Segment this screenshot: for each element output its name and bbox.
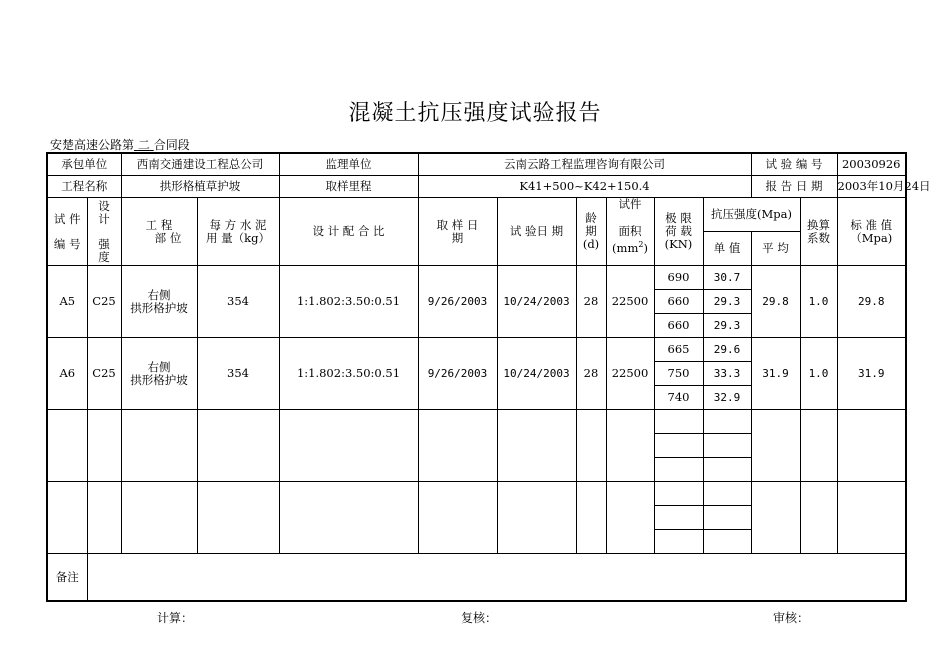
supervisor-value: 云南云路工程监理咨询有限公司 (418, 153, 751, 176)
average-strength: 31.9 (751, 338, 800, 410)
load-value: 660 (654, 290, 703, 314)
specimen-cement: 354 (197, 266, 279, 338)
specimen-sample-date: 9/26/2003 (418, 338, 497, 410)
report-table (46, 152, 931, 602)
footer-review: 复核： (461, 611, 498, 625)
specimen-cement: 354 (197, 338, 279, 410)
specimen-age: 28 (576, 338, 606, 410)
header-project-part: 工 程 部 位 (121, 198, 197, 266)
header-cement-amount: 每 方 水 泥 用 量（kg） (197, 198, 279, 266)
header-average: 平 均 (751, 232, 800, 266)
contractor-label: 承包单位 (47, 153, 121, 176)
conversion-factor: 1.0 (800, 266, 837, 338)
load-value: 740 (654, 386, 703, 410)
empty-row (47, 482, 906, 506)
remarks-label: 备注 (47, 554, 87, 602)
header-ultimate-load: 极 限 荷 载 (KN) (654, 198, 703, 266)
specimen-id: A6 (47, 338, 87, 410)
table-row (47, 338, 906, 362)
report-date-label: 报 告 日 期 (751, 176, 837, 198)
footer-audit: 审核： (773, 611, 810, 625)
test-number-value: 20030926 (837, 153, 906, 176)
specimen-grade: C25 (87, 266, 121, 338)
header-conversion-factor: 换算 系数 (800, 198, 837, 266)
supervisor-label: 监理单位 (279, 153, 418, 176)
section-number: 二 (137, 138, 150, 152)
header-compressive-strength: 抗压强度(Mpa) (703, 198, 800, 232)
specimen-ratio: 1:1.802:3.50:0.51 (279, 338, 418, 410)
header-age: 龄 期 (d) (576, 198, 606, 266)
load-value: 665 (654, 338, 703, 362)
header-mix-ratio: 设 计 配 合 比 (279, 198, 418, 266)
standard-value: 31.9 (837, 338, 906, 410)
single-strength: 30.7 (703, 266, 751, 290)
single-strength: 29.6 (703, 338, 751, 362)
specimen-part: 右侧 拱形格护坡 (121, 266, 197, 338)
specimen-id: A5 (47, 266, 87, 338)
specimen-age: 28 (576, 266, 606, 338)
specimen-test-date: 10/24/2003 (497, 266, 576, 338)
header-sample-date: 取 样 日 期 (418, 198, 497, 266)
specimen-sample-date: 9/26/2003 (418, 266, 497, 338)
specimen-area: 22500 (606, 266, 654, 338)
table-row (47, 266, 906, 290)
section-prefix: 安楚高速公路第 (50, 138, 135, 152)
remarks-value (87, 554, 906, 602)
header-test-date: 试 验日 期 (497, 198, 576, 266)
specimen-area: 22500 (606, 338, 654, 410)
project-value: 拱形格植草护坡 (121, 176, 279, 198)
header-specimen-no: 试 件 编 号 (47, 198, 87, 266)
specimen-ratio: 1:1.802:3.50:0.51 (279, 266, 418, 338)
header-single-value: 单 值 (703, 232, 751, 266)
specimen-test-date: 10/24/2003 (497, 338, 576, 410)
standard-value: 29.8 (837, 266, 906, 338)
header-standard-value: 标 准 值 （Mpa) (837, 198, 906, 266)
average-strength: 29.8 (751, 266, 800, 338)
single-strength: 29.3 (703, 290, 751, 314)
load-value: 690 (654, 266, 703, 290)
header-design-grade: 设 计 强 度 (87, 198, 121, 266)
column-header-row-1 (47, 198, 906, 232)
info-row-1 (47, 153, 906, 176)
report-date-value: 2003年10月24日 (837, 176, 906, 198)
report-title: 混凝土抗压强度试验报告 (348, 101, 602, 126)
header-specimen-area: 试件 面积 $(mm^2)$ (606, 198, 654, 266)
load-value: 660 (654, 314, 703, 338)
load-value: 750 (654, 362, 703, 386)
remarks-row (47, 554, 906, 602)
info-row-2 (47, 176, 906, 198)
contractor-value: 西南交通建设工程总公司 (121, 153, 279, 176)
single-strength: 33.3 (703, 362, 751, 386)
specimen-grade: C25 (87, 338, 121, 410)
single-strength: 32.9 (703, 386, 751, 410)
conversion-factor: 1.0 (800, 338, 837, 410)
sampling-value: K41+500~K42+150.4 (418, 176, 751, 198)
empty-row (47, 410, 906, 434)
specimen-part: 右侧 拱形格护坡 (121, 338, 197, 410)
contract-section (50, 136, 190, 153)
sampling-label: 取样里程 (279, 176, 418, 198)
section-suffix: 合同段 (153, 138, 190, 152)
footer-calc: 计算： (157, 611, 194, 625)
test-number-label: 试 验 编 号 (751, 153, 837, 176)
project-label: 工程名称 (47, 176, 121, 198)
single-strength: 29.3 (703, 314, 751, 338)
